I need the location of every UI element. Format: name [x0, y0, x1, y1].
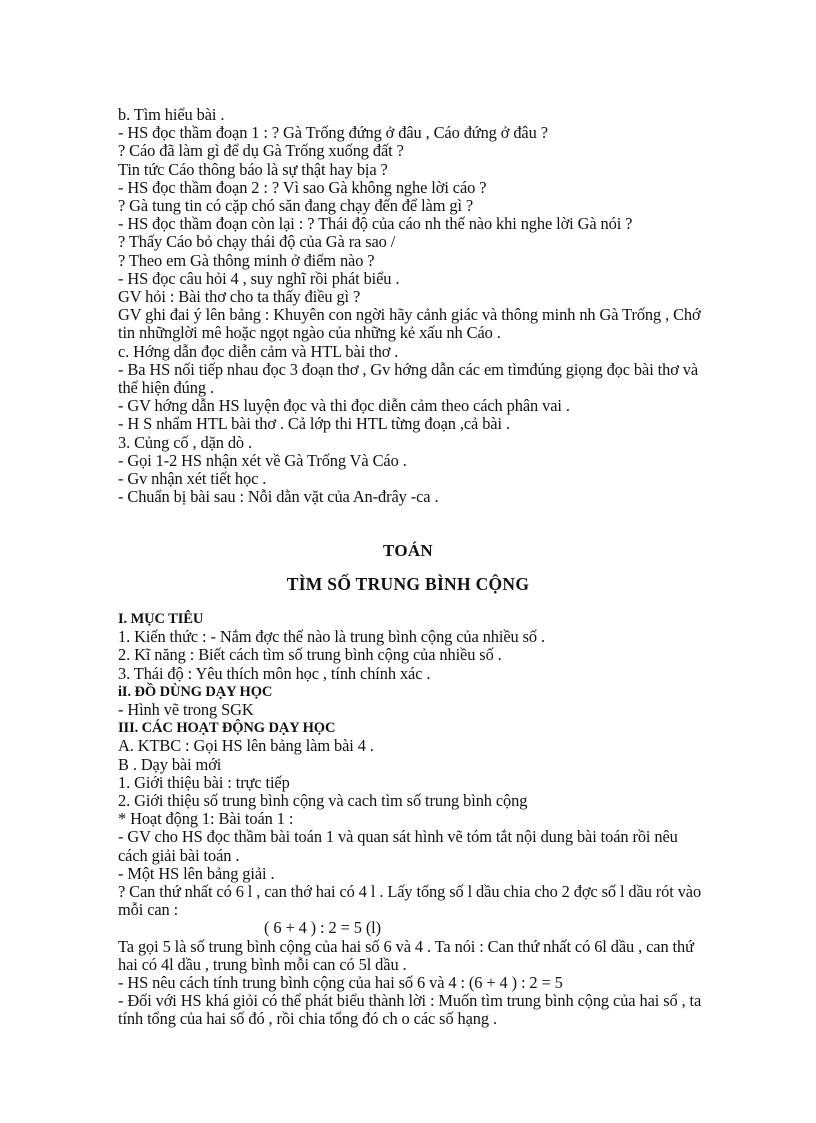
text-line: - HS đọc thầm đoạn 2 : ? Vì sao Gà không nghe lời cáo ?: [118, 177, 487, 197]
text-line: - Gọi 1-2 HS nhận xét về Gà Trống Và Cáo .: [118, 450, 407, 470]
activities-heading: III. CÁC HOẠT ĐỘNG DẠY HỌC: [118, 720, 336, 737]
text-line: * Hoạt động 1: Bài toán 1 :: [118, 809, 294, 829]
text-line: Tin tức Cáo thông báo là sự thật hay bịa ?: [118, 159, 388, 179]
text-line: 3. Thái độ : Yêu thích môn học , tính chính xác .: [118, 663, 431, 683]
subject-heading: TOÁN: [382, 541, 433, 560]
text-line: - H S nhẩm HTL bài thơ . Cả lớp thi HTL từng đoạn ,cả bài .: [118, 414, 510, 434]
text-line: ? Cáo đã làm gì để dụ Gà Trống xuống đất ?: [118, 141, 404, 161]
section-heading-3: 3. Củng cố , dặn dò .: [118, 432, 253, 452]
math-lesson-block: [118, 610, 708, 1029]
text-line: ? Theo em Gà thông minh ở điểm nào ?: [118, 250, 375, 270]
text-line: Ta gọi 5 là số trung bình cộng của hai số 6 và 4 . Ta nói : Can thứ nhất có 6l dầu , can thứ hai có 4l dầu , trung bình mỗi can có 5l dầu .: [118, 936, 694, 974]
text-line: 1. Kiến thức : - Nắm đợc thế nào là trung bình cộng của nhiều số .: [118, 627, 545, 647]
text-line: - Một HS lên bảng giải .: [118, 863, 275, 883]
text-line: - HS đọc câu hỏi 4 , suy nghĩ rồi phát biểu .: [118, 268, 400, 288]
text-line: 2. Giới thiệu số trung bình cộng và cach tìm số trung bình cộng: [118, 791, 528, 811]
lesson-title: TÌM SỐ TRUNG BÌNH CỘNG: [286, 574, 530, 594]
text-line: A. KTBC : Gọi HS lên bảng làm bài 4 .: [118, 736, 374, 756]
section-heading-b: b. Tìm hiểu bài .: [118, 105, 225, 124]
math-expression: ( 6 + 4 ) : 2 = 5 (l): [264, 918, 381, 938]
text-line: - Gv nhận xét tiết học .: [118, 469, 267, 489]
text-line: - HS đọc thầm đoạn còn lại : ? Thái độ của cáo nh thế nào khi nghe lời Gà nói ?: [118, 214, 633, 234]
text-line: ? Thấy Cáo bỏ chạy thái độ của Gà ra sao /: [118, 232, 396, 252]
text-line: 1. Giới thiệu bài : trực tiếp: [118, 772, 290, 792]
lesson-notes-block: [118, 106, 708, 506]
text-line: GV ghi đai ý lên bảng : Khuyên con ngời hãy cảnh giác và thông minh nh Gà Trống , Chớ tin nhữnglời mê hoặc ngọt ngào của những kẻ xấu nh Cáo .: [118, 305, 701, 343]
text-line: ? Can thứ nhất có 6 l , can thớ hai có 4 l . Lấy tổng số l dầu chia cho 2 đợc số l dầu rót vào mỗi can :: [118, 882, 702, 920]
objectives-heading: I. MỤC TIÊU: [118, 611, 204, 627]
materials-heading: iI. ĐỒ DÙNG DẠY HỌC: [118, 683, 273, 700]
section-heading-c: c. Hớng dẫn đọc diễn cảm và HTL bài thơ .: [118, 341, 399, 361]
text-line: 2. Kĩ năng : Biết cách tìm số trung bình cộng của nhiều số .: [118, 645, 502, 665]
text-line: - Chuẩn bị bài sau : Nỗi dằn vặt của An-đrây -ca .: [118, 487, 439, 507]
text-line: - Đối với HS khá giỏi có thể phát biểu thành lời : Muốn tìm trung bình cộng của hai số , ta tính tổng của hai số đó , rồi chia tổng đó ch o các số hạng .: [118, 991, 702, 1029]
text-line: - Hình vẽ trong SGK: [118, 700, 254, 720]
text-line: ? Gà tung tin có cặp chó săn đang chạy đến để làm gì ?: [118, 196, 474, 216]
text-line: B . Dạy bài mới: [118, 754, 222, 774]
text-line: - HS đọc thầm đoạn 1 : ? Gà Trống đứng ở đâu , Cáo đứng ở đâu ?: [118, 123, 548, 143]
text-line: GV hỏi : Bài thơ cho ta thấy điều gì ?: [118, 287, 361, 307]
text-line: - GV hớng dẫn HS luyện đọc và thi đọc diễn cảm theo cách phân vai .: [118, 396, 570, 416]
text-line: - Ba HS nối tiếp nhau đọc 3 đoạn thơ , Gv hớng dẫn các em tìmđúng giọng đọc bài thơ và thể hiện đúng .: [118, 359, 699, 398]
text-line: - GV cho HS đọc thầm bài toán 1 và quan sát hình vẽ tóm tắt nội dung bài toán rồi nêu cách giải bài toán .: [118, 827, 678, 865]
text-line: - HS nêu cách tính trung bình cộng của hai số 6 và 4 : (6 + 4 ) : 2 = 5: [118, 973, 563, 993]
